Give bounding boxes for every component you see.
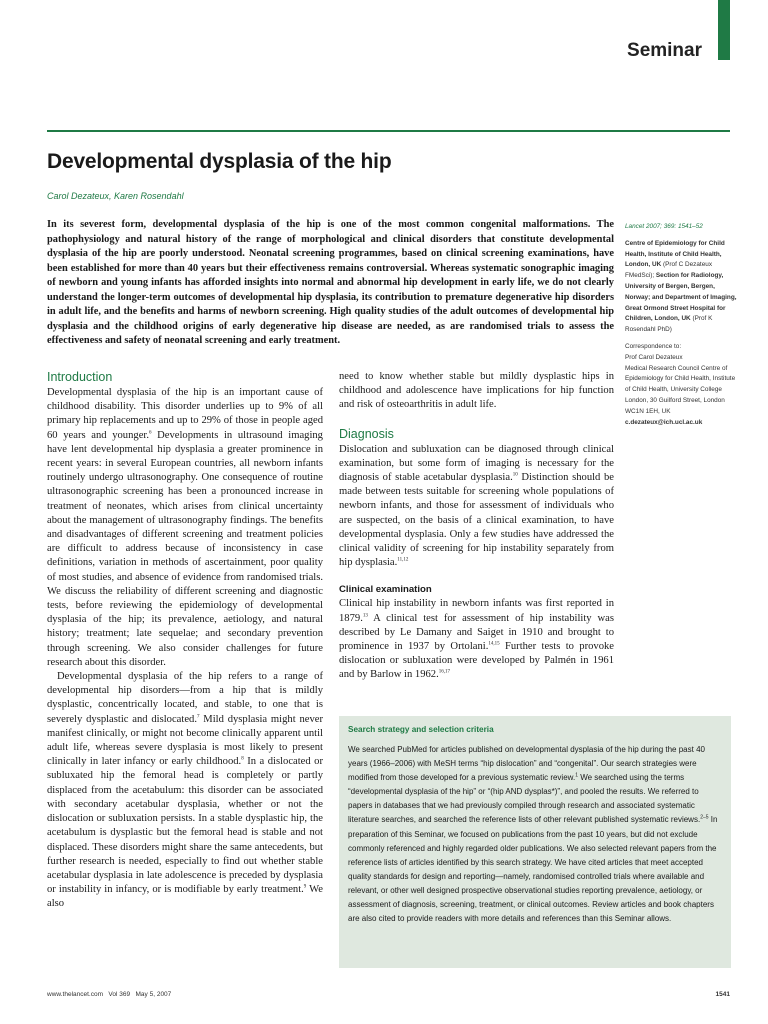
reference: 2–5 [700, 814, 709, 821]
page-number: 1541 [715, 991, 730, 998]
clinical-examination-heading: Clinical examination [339, 584, 432, 596]
text-run: Dislocation and subluxation can be diagnosed through clinical examination, but some form of imaging is necessary for the diagnosis of stable acetabular dysplasia. [339, 443, 614, 484]
correspondence-email[interactable]: c.dezateux@ich.ucl.ac.uk [625, 418, 703, 426]
correspondence-address: Medical Research Council Centre of Epidemiology for Child Health, Institute of Child Health, University College London, 30 Guilford Street, London WC1N 1EH, UK [625, 364, 736, 415]
introduction-paragraph-2 [47, 670, 323, 911]
search-strategy-title: Search strategy and selection criteria [348, 725, 494, 734]
reference: 1 [575, 772, 578, 779]
sidebar [625, 222, 737, 434]
text-run: A clinical test for assessment of hip instability was described by Le Damany and Saiget in 1910 and brought to prominence in 1937 by Ortolani. [339, 612, 614, 653]
introduction-continuation: need to know whether stable but mildly dysplastic hips in childhood and adolescence have implications for hip function and risk of osteoarthritis in adult life. [339, 371, 614, 411]
text-run: Developments in ultrasound imaging have lent developmental hip dysplasia a greater prominence in recent years: in several European countries, all newborn infants routinely undergo ultrasonography. One consequence of routine ultrasonographic screening has been a pronounced increase in treatment of neonates, which arises from clinical uncertainty about the management of ultrasonography findings. The benefits and disadvantages of different screening and treatment policies are difficult to address because of inconsistency in case definitions, variation in methods of ascertainment, poor quality of most studies, and absence of evidence from randomised trials. We discuss the reliability of different screening and diagnostic tests, before reviewing the epidemiology of developmental dysplasia of the hip; its prevalence, aetiology, and natural history; treatment; late sequelae; and secondary prevention through screening. We also consider challenges for future research about this disorder. [47, 429, 323, 668]
text-run: We also [47, 884, 324, 910]
reference: 16,17 [438, 669, 450, 675]
clinical-examination-paragraph [339, 597, 614, 682]
text-run: Further tests to provoke dislocation or subluxation were developed by Palmén in 1961 and by Barlow in 1962. [339, 641, 614, 681]
affiliation-1: Centre of Epidemiology for Child Health, Institute of Child Health, London, UK [625, 239, 725, 269]
search-strategy-text [348, 743, 721, 926]
diagnosis-heading: Diagnosis [339, 426, 394, 441]
article-title: Developmental dysplasia of the hip [47, 150, 392, 173]
reference: 10 [512, 472, 518, 478]
text-run: Clinical hip instability in newborn infants was first reported in 1879. [339, 598, 614, 624]
reference: 11,12 [397, 557, 409, 563]
diagnosis-paragraph-1 [339, 443, 614, 571]
column-right [339, 370, 614, 683]
reference: 13 [362, 613, 368, 619]
reference: 8 [241, 756, 244, 762]
text-run: Mild dysplasia might never manifest clinically, or might not become clinically apparent until adult life, whereas severe dysplasia is most likely to present clinically in later infancy or early childhood. [47, 713, 323, 768]
text-run: Developmental dysplasia of the hip refers to a range of developmental hip disorders—from a hip that is mildly dysplastic, concentrically located, and stable, to one that is severely dysplastic and dislocated. [47, 671, 323, 725]
section-label: Seminar [627, 40, 702, 61]
introduction-paragraph-1 [47, 386, 323, 670]
correspondence-name: Prof Carol Dezateux [625, 353, 683, 361]
column-left [47, 370, 323, 912]
reference: 14,15 [488, 641, 500, 647]
reference: 7 [196, 714, 200, 720]
abstract: In its severest form, developmental dysplasia of the hip is one of the most common congenital malformations. The pathophysiology and natural history of the range of morphological and clinical disorders that constitute developmental dysplasia of the hip are poorly understood. Neonatal screening programmes, based on clinical screening examinations, have been established for more than 40 years but their effectiveness remains controversial. Whereas systematic sonographic imaging of newborn and young infants has afforded insights into normal and abnormal hip development in early life, we do not clearly understand the longer-term outcomes of developmental hip dysplasia, its contribution to premature degenerative hip disorders in adult life, and the benefits and harms of newborn screening. High quality studies of the adult outcomes of developmental hip dysplasia and the childhood origins of early degenerative hip disease are needed, as are randomised trials to assess the effectiveness and safety of neonatal screening and early treatment. [47, 219, 614, 346]
text-run: We searched using the terms “developmental dysplasia of the hip” or “(hip AND dysplas*)”, and pooled the results. We referred to papers in databases that we had previously compiled through research and associated systematic literature searches, and searched the reference lists of other relevant published systematic reviews. [348, 773, 701, 825]
affiliation-2: Section for Radiology, University of Bergen, Bergen, Norway; and Department of Imaging, Great Ormond Street Hospital for Children, London, UK [625, 272, 737, 323]
text-run: We searched PubMed for articles published on developmental dysplasia of the hip during the past 40 years (1966–2006) with MeSH terms “hip dislocation” and “congenital”. Our search strategies were modified from those developed for a previous systematic review. [348, 745, 705, 783]
reference: 6 [148, 430, 152, 436]
affiliation-2-note: (Prof K Rosendahl PhD) [625, 315, 713, 334]
correspondence [625, 342, 737, 428]
correspondence-label: Correspondence to: [625, 342, 682, 350]
section-color-bar [718, 0, 730, 60]
text-run: Developmental dysplasia of the hip is an important cause of childhood disability. This disorder underlies up to 9% of all primary hip replacements and up to 29% of those in people aged 60 years and younger. [47, 387, 323, 441]
text-run: In a dislocated or subluxated hip the femoral head is completely or partly displaced from the acetabulum: this disorder can be associated with secondary acetabular dysplasia, whether or not the dislocation or subluxation persists. In a stable dysplastic hip, the acetabulum is dysplastic but the femoral head is stable and not displaced. These disorders might share the same antecedents, but further research is needed, especially to find out whether stable acetabular dysplasia in late adolescence is preceded by dysplasia or instability in infancy, or is modifiable by early treatment. [47, 756, 323, 896]
search-strategy-box [339, 716, 731, 968]
affiliation-1-note: (Prof C Dezateux FMedSci); [625, 261, 713, 280]
affiliations [625, 239, 737, 336]
text-run: Distinction should be made between tests suitable for screening whole populations of newborn infants, and those for assessment of individuals who are suspected, on the basis of a clinical examination, to have developmental dysplasia. Only a few studies have addressed the clinical validity of screening for hip instability separately from hip dysplasia. [339, 472, 615, 569]
citation: Lancet 2007; 369: 1541–52 [625, 223, 703, 230]
introduction-heading: Introduction [47, 370, 113, 384]
reference: 9 [303, 884, 307, 890]
header-rule [47, 130, 730, 132]
footer-journal-info: www.thelancet.com Vol 369 May 5, 2007 [47, 991, 172, 998]
article-authors: Carol Dezateux, Karen Rosendahl [47, 191, 184, 201]
text-run: In preparation of this Seminar, we focused on publications from the past 10 years, but did not exclude commonly referenced and highly regarded older publications. We also selected relevant papers from the reference lists of articles identified by this search strategy. We have cited articles that meet accepted quality standards for design and reporting—namely, randomised controlled trials where available and relevant, or other well designed prospective observational studies reporting prevalence, aetiology, or assessment of diagnosis, screening, treatment, or clinical outcomes. Review articles and book chapters are also cited to provide readers with more details and references than this Seminar allows. [348, 815, 718, 924]
